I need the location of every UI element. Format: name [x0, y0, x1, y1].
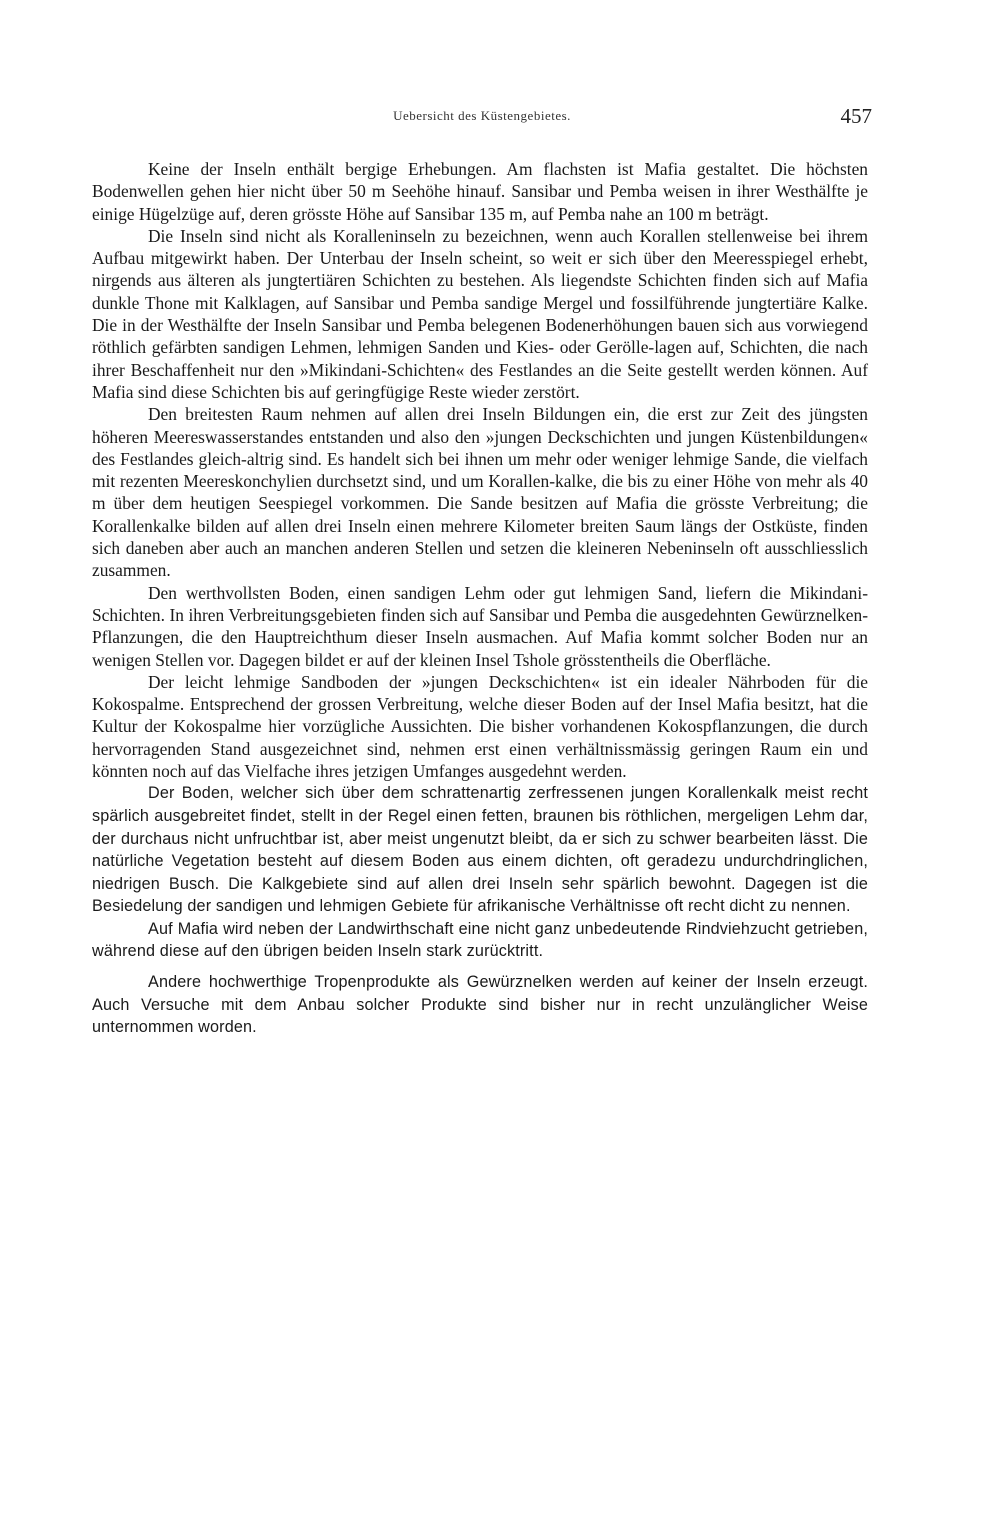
body-text	[92, 158, 868, 1039]
paragraph-coral-soil: Der Boden, welcher sich über dem schrattenartig zerfressenen jungen Korallenkalk meist recht spärlich ausgebreitet findet, stellt in der Regel einen fetten, braunen bis röthlichen, mergeligen Lehm dar, der durchaus nicht unfruchtbar ist, aber meist ungenutzt bleibt, da er sich zu schwer bearbeiten lässt. Die natürliche Vegetation besteht auf diesem Boden aus einem dichten, oft geradezu undurchdringlichen, niedrigen Busch. Die Kalkgebiete sind auf allen drei Inseln sehr spärlich bewohnt. Dagegen ist die Besiedelung der sandigen und lehmigen Gebiete für afrikanische Verhältnisse oft recht dicht zu nennen.	[92, 784, 868, 916]
paragraph-young-deposits: Den breitesten Raum nehmen auf allen drei Inseln Bildungen ein, die erst zur Zeit des jüngsten höheren Meereswasserstandes entstanden und also den »jungen Deckschichten und jungen Küstenbildungen« des Festlandes gleich-altrig sind. Es handelt sich bei ihnen um mehr oder weniger lehmige Sande, die vielfach mit rezenten Meereskonchylien durchsetzt sind, und um Korallen-kalke, die bis zu einer Höhe von mehr als 40 m über dem heutigen Seespiegel vorkommen. Die Sande besitzen auf Mafia die grösste Verbreitung; die Korallenkalke bilden auf allen drei Inseln einen mehrere Kilometer breiten Saum längs der Ostküste, finden sich daneben aber auch an manchen anderen Stellen und setzen die kleineren Nebeninseln oft ausschliesslich zusammen.	[92, 404, 868, 581]
paragraph-cattle-breeding: Auf Mafia wird neben der Landwirthschaft eine nicht ganz unbedeutende Rindviehzucht getrieben, während diese auf den übrigen beiden Inseln stark zurücktritt.	[92, 919, 868, 961]
paragraph-mikindani-soil: Den werthvollsten Boden, einen sandigen Lehm oder gut lehmigen Sand, liefern die Mikindani-Schichten. In ihren Verbreitungsgebieten finden sich auf Sansibar und Pemba die ausgedehnten Gewürznelken-Pflanzungen, die den Hauptreichthum dieser Inseln ausmachen. Auf Mafia kommt solcher Boden nur an wenigen Stellen vor. Dagegen bildet er auf der kleinen Insel Tshole grösstentheils die Oberfläche.	[92, 582, 868, 670]
running-head: Uebersicht des Küstengebietes.	[393, 108, 571, 123]
page-header	[92, 104, 872, 134]
paragraph-islands-geology: Die Inseln sind nicht als Koralleninseln zu bezeichnen, wenn auch Korallen stellenweise bei ihrem Aufbau mitgewirkt haben. Der Unterbau der Inseln scheint, so weit er sich über den Meeresspiegel erhebt, nirgends aus älteren als jungtertiären Schichten zu bestehen. Als liegendste Schichten finden sich auf Mafia dunkle Thone mit Kalklagen, auf Sansibar und Pemba sandige Mergel und fossilführende jungtertiäre Kalke. Die in der Westhälfte der Inseln Sansibar und Pemba belegenen Bodenerhöhungen bauen sich aus vorwiegend röthlich gefärbten sandigen Lehmen, lehmigen Sanden und Kies- oder Gerölle-lagen auf, Schichten, die nach ihrer Beschaffenheit nur den »Mikindani-Schichten« des Festlandes an die Seite gestellt werden können. Auf Mafia sind diese Schichten bis auf geringfügige Reste wieder zerstört.	[92, 225, 868, 402]
paragraph-sandy-soil: Der leicht lehmige Sandboden der »jungen Deckschichten« ist ein idealer Nährboden für die Kokospalme. Entsprechend der grossen Verbreitung, welche dieser Boden auf der Insel Mafia besitzt, hat die Kultur der Kokospalme hier vorzügliche Aussichten. Die bisher vorhandenen Kokospflanzungen, die durch hervorragenden Stand ausgezeichnet sind, nehmen erst einen verhältnissmässig geringen Raum ein und könnten noch auf das Vielfache ihres jetzigen Umfanges ausgedehnt werden.	[92, 671, 868, 782]
page-number: 457	[840, 104, 872, 128]
paragraph-tropical-products: Andere hochwerthige Tropenprodukte als Gewürznelken werden auf keiner der Inseln erzeugt. Auch Versuche mit dem Anbau solcher Produkte sind bisher nur in recht unzulänglicher Weise unternommen worden.	[92, 973, 868, 1037]
paragraph-islands-relief: Keine der Inseln enthält bergige Erhebungen. Am flachsten ist Mafia gestaltet. Die höchsten Bodenwellen gehen hier nicht über 50 m Seehöhe hinauf. Sansibar und Pemba weisen in ihrer Westhälfte je einige Hügelzüge auf, deren grösste Höhe auf Sansibar 135 m, auf Pemba nahe an 100 m beträgt.	[92, 159, 868, 224]
